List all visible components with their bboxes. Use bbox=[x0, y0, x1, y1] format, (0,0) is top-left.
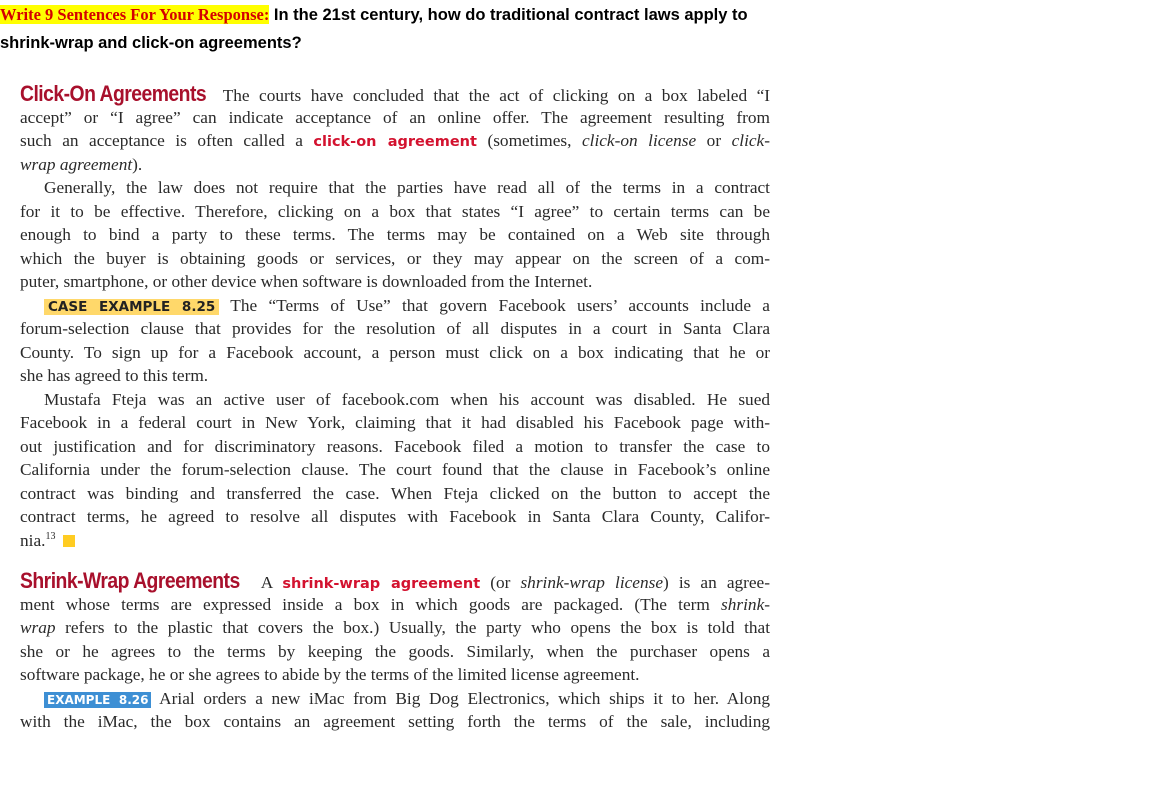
shrink-wrap-heading: Shrink-Wrap Agreements bbox=[20, 568, 240, 593]
prompt-label: Write 9 Sentences For Your Response: bbox=[0, 5, 270, 24]
shrink-wrap-line-1: Shrink-Wrap Agreements A shrink-wrap agreement (or shrink-wrap license) is an agree- bbox=[20, 568, 770, 593]
paragraph-line: forum-selection clause that provides for the resolution of all disputes in a court in Santa Clara bbox=[20, 319, 770, 338]
case-example-line: CASE EXAMPLE 8.25 The “Terms of Use” that govern Facebook users’ accounts include a bbox=[20, 294, 770, 318]
click-on-line-3: such an acceptance is often called a click-on agreement (sometimes, click-on license or click- bbox=[20, 131, 770, 150]
prompt-question-line-2: shrink-wrap and click-on agreements? bbox=[0, 34, 302, 52]
example-line: EXAMPLE 8.26 Arial orders a new iMac from Big Dog Electronics, which ships it to her. Along bbox=[20, 687, 770, 711]
click-on-heading: Click-On Agreements bbox=[20, 81, 207, 106]
example-badge: EXAMPLE 8.26 bbox=[44, 692, 151, 708]
paragraph-line: she or he agrees to the terms by keeping the goods. Similarly, when the purchaser opens a bbox=[20, 641, 770, 661]
paragraph-line: contract was binding and transferred the case. When Fteja clicked on the button to accept the bbox=[20, 483, 770, 503]
paragraph-line: software package, he or she agrees to abide by the terms of the limited license agreement. bbox=[20, 665, 640, 684]
prompt-question-line-1: In the 21st century, how do traditional contract laws apply to bbox=[273, 6, 748, 24]
paragraph-line: contract terms, he agreed to resolve all disputes with Facebook in Santa Clara County, Califor- bbox=[20, 507, 770, 526]
click-on-line-4: wrap agreement). bbox=[20, 154, 143, 174]
paragraph-line: California under the forum-selection clause. The court found that the clause in Facebook’s online bbox=[20, 460, 770, 479]
end-of-example-square-icon bbox=[63, 535, 75, 547]
shrink-wrap-line-2: ment whose terms are expressed inside a box in which goods are packaged. (The term shrink- bbox=[20, 594, 770, 614]
textbook-excerpt bbox=[20, 82, 770, 734]
click-on-line-1: Click-On Agreements The courts have concluded that the act of clicking on a box labeled “I bbox=[20, 81, 770, 106]
paragraph-line: County. To sign up for a Facebook account, a person must click on a box indicating that he or bbox=[20, 342, 770, 362]
paragraph-line: puter, smartphone, or other device when software is downloaded from the Internet. bbox=[20, 272, 593, 291]
footnote-marker: 13 bbox=[45, 530, 56, 542]
term-shrink-wrap-agreement: shrink-wrap agreement bbox=[282, 576, 481, 592]
case-example-badge: CASE EXAMPLE 8.25 bbox=[44, 299, 219, 315]
paragraph-line: she has agreed to this term. bbox=[20, 366, 209, 385]
click-on-line-2: accept” or “I agree” can indicate acceptance of an online offer. The agreement resulting from bbox=[20, 107, 770, 127]
paragraph-line: for it to be effective. Therefore, clicking on a box that states “I agree” to certain terms can be bbox=[20, 201, 770, 221]
paragraph-line: Generally, the law does not require that the parties have read all of the terms in a contract bbox=[44, 178, 770, 197]
paragraph-line: out justification and for discriminatory reasons. Facebook filed a motion to transfer the case to bbox=[20, 436, 770, 456]
term-click-on-agreement: click-on agreement bbox=[313, 134, 477, 150]
paragraph-line: with the iMac, the box contains an agreement setting forth the terms of the sale, including bbox=[20, 712, 770, 731]
paragraph-line: Facebook in a federal court in New York, claiming that it had disabled his Facebook page with- bbox=[20, 413, 770, 432]
paragraph-line: nia.$^{13}$ bbox=[20, 529, 770, 553]
paragraph-line: enough to bind a party to these terms. The terms may be contained on a Web site through bbox=[20, 225, 770, 244]
assignment-prompt bbox=[0, 1, 800, 57]
paragraph-line: Mustafa Fteja was an active user of facebook.com when his account was disabled. He sued bbox=[44, 389, 770, 409]
paragraph-line: which the buyer is obtaining goods or services, or they may appear on the screen of a com- bbox=[20, 248, 770, 268]
shrink-wrap-line-3: wrap refers to the plastic that covers the box.) Usually, the party who opens the box is told that bbox=[20, 618, 770, 637]
